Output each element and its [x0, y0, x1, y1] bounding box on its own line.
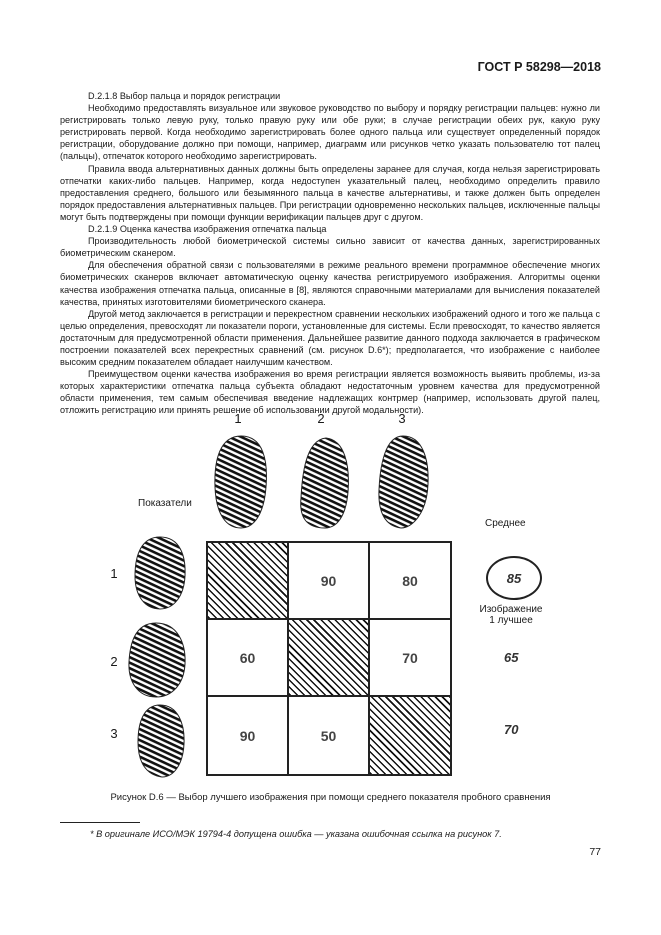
- average-row-2: 65: [504, 650, 519, 665]
- row-label-1: 1: [110, 566, 118, 581]
- paragraph: Правила ввода альтернативных данных должны быть определены заранее для случая, когда нельзя зарегистрировать отпечатки каких-либо пальцев. Например, когда недоступен указательный палец, необходимо определить правило предоставления среднего, большого или безымянного пальца в качестве альтернативы, и также должен быть определен порядок предоставления альтернативных пальцев. При регистрации одновременно нескольких пальцев, исключенные пальцы могут быть подтверждены при помощи функции верификации пальцев друг с другом.: [60, 163, 600, 222]
- best-image-note: Изображение 1 лучшее: [479, 604, 543, 626]
- figure-d6: [100, 408, 570, 778]
- column-label-2: 2: [317, 411, 325, 426]
- document-header: ГОСТ Р 58298—2018: [477, 60, 601, 74]
- figure-caption: Рисунок D.6 — Выбор лучшего изображения при помощи среднего показателя пробного сравнения: [110, 792, 551, 803]
- fingerprint-image-row-2: [124, 620, 190, 700]
- average-best-circle: 85: [486, 556, 542, 600]
- footnote-rule: [60, 822, 140, 823]
- matrix-cell: 70: [369, 619, 451, 696]
- paragraph: Преимуществом оценки качества изображения во время регистрации является возможность выявить проблемы, из-за которых характеристики отпечатка пальца субъекта обладают недостаточным уровнем качества для предусмотренной области применения, тем самым обеспечивая введение надлежащих контрмер (например, использовать другой палец, отложить регистрацию или принять решение об использовании другой модальности).: [60, 369, 600, 416]
- matrix-cell-diagonal: [369, 696, 451, 775]
- paragraph: Другой метод заключается в регистрации и перекрестном сравнении нескольких изображений одного и того же пальца с целью определения, превосходят ли показатели пороги, установленные для системы. Если превосходят, то качество является достаточным для предусмотренной области применения. Дальнейшее развитие данного подхода заключается в графическом построении показателей всех перекрестных сравнений (см. рисунок D.6*); предполагается, что изображение с наиболее высоким средним показателем обладает наилучшим качеством.: [60, 308, 600, 368]
- fingerprint-image-col-1: [210, 432, 272, 532]
- matrix-cell-diagonal: [207, 542, 288, 619]
- fingerprint-image-col-2: [293, 432, 355, 532]
- matrix-cell: 80: [369, 542, 451, 619]
- column-label-1: 1: [234, 411, 242, 426]
- fingerprint-image-row-3: [132, 702, 190, 780]
- paragraph: Производительность любой биометрической системы сильно зависит от качества данных, зарегистрированных биометрическим сканером.: [60, 236, 600, 259]
- matrix-cell: 90: [207, 696, 288, 775]
- average-row-3: 70: [504, 722, 519, 737]
- comparison-matrix: [206, 541, 452, 776]
- section-heading: D.2.1.8 Выбор пальца и порядок регистрации: [88, 91, 281, 101]
- row-label-2: 2: [110, 654, 118, 669]
- fingerprint-image-row-1: [130, 534, 190, 612]
- matrix-cell: 60: [207, 619, 288, 696]
- section-heading: D.2.1.9 Оценка качества изображения отпечатка пальца: [88, 224, 327, 235]
- fingerprint-image-col-3: [373, 432, 435, 532]
- page-number: 77: [589, 846, 601, 858]
- column-label-3: 3: [398, 411, 406, 426]
- matrix-cell: 50: [288, 696, 369, 775]
- paragraph: Необходимо предоставлять визуальное или звуковое руководство по выбору и порядку регистрации пальцев: нужно ли регистрировать только левую руку, только правую руку или обе руки; в случае регистрации обеих рук, какую руку регистрировать первой. Когда необходимо зарегистрировать более одного пальца или существует определенный порядок регистрации, оборудование должно при помощи, например, диаграмм или рисунков четко указать пользователю тот палец (пальцы), отпечаток которого необходимо зарегистрировать.: [60, 103, 600, 162]
- body-text: [60, 90, 600, 417]
- footnote: * В оригинале ИСО/МЭК 19794-4 допущена ошибка — указана ошибочная ссылка на рисунок 7.: [90, 829, 502, 839]
- row-label-3: 3: [110, 726, 118, 741]
- average-label: Среднее: [485, 518, 526, 529]
- matrix-cell: 90: [288, 542, 369, 619]
- scores-label: Показатели: [138, 498, 192, 509]
- matrix-cell-diagonal: [288, 619, 369, 696]
- paragraph: Для обеспечения обратной связи с пользователями в режиме реального времени программное обеспечение многих биометрических сканеров включает автоматическую оценку качества регистрируемого изображения. Алгоритмы оценки качества изображения отпечатка пальца, описанные в [8], являются справочными материалами для вычисления показателей качества, принятых изготовителями биометрического сканера.: [60, 260, 600, 307]
